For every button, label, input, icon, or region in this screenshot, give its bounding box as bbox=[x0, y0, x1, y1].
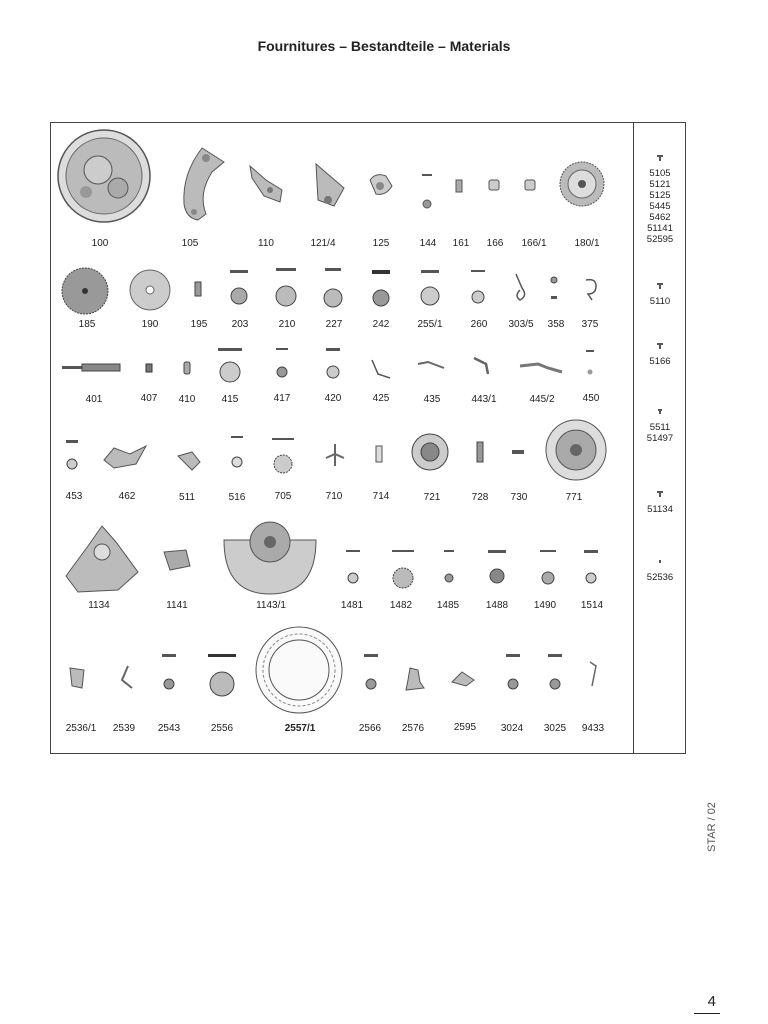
rotor-1143-icon bbox=[220, 520, 320, 596]
part-label: 1141 bbox=[166, 600, 188, 611]
screw-number: 5125 bbox=[649, 190, 671, 201]
part-label: 417 bbox=[273, 393, 291, 404]
document-code: STAR / 02 bbox=[706, 802, 718, 852]
sidebar-group bbox=[636, 154, 684, 245]
wheel-453-icon bbox=[64, 436, 80, 472]
wheel-705-icon bbox=[270, 430, 296, 476]
spring-425-icon bbox=[368, 356, 392, 382]
part-label: 2556 bbox=[210, 723, 234, 734]
screw-number: 5110 bbox=[649, 296, 671, 307]
balance-771-icon bbox=[544, 418, 608, 482]
part-label: 1490 bbox=[533, 600, 557, 611]
part-label: 445/2 bbox=[529, 394, 555, 405]
gear-180-icon bbox=[558, 160, 606, 208]
spring-9433-icon bbox=[584, 658, 602, 690]
screw-number: 5166 bbox=[649, 356, 671, 367]
bridge-121-icon bbox=[310, 160, 350, 210]
wheel-242-icon bbox=[370, 266, 392, 308]
part-label: 210 bbox=[278, 319, 296, 330]
part-label: 255/1 bbox=[417, 319, 443, 330]
part-2576-icon bbox=[402, 664, 426, 694]
part-label: 144 bbox=[419, 238, 437, 249]
sidebar-group bbox=[636, 342, 684, 367]
part-label: 450 bbox=[582, 393, 600, 404]
screw-icon bbox=[656, 282, 664, 290]
wheel-1485-icon bbox=[442, 548, 456, 586]
spring-375-icon bbox=[582, 276, 600, 302]
part-166-icon bbox=[488, 178, 500, 192]
part-label: 190 bbox=[141, 319, 159, 330]
part-label: 375 bbox=[581, 319, 599, 330]
part-125-icon bbox=[366, 170, 396, 200]
part-714-icon bbox=[374, 444, 384, 464]
part-label: 9433 bbox=[581, 723, 605, 734]
part-label: 516 bbox=[228, 492, 246, 503]
wheel-2543-icon bbox=[160, 650, 178, 690]
part-label: 1482 bbox=[389, 600, 413, 611]
wheel-2566-icon bbox=[362, 650, 380, 690]
part-label: 260 bbox=[470, 319, 488, 330]
screw-number: 5121 bbox=[649, 179, 671, 190]
gear-185-icon bbox=[60, 266, 110, 316]
part-label: 721 bbox=[423, 492, 441, 503]
part-label: 462 bbox=[118, 491, 136, 502]
wheel-1488-icon bbox=[486, 546, 508, 588]
screw-number: 5445 bbox=[649, 201, 671, 212]
screw-number: 52536 bbox=[646, 572, 674, 583]
part-label: 161 bbox=[452, 238, 470, 249]
wheel-420-icon bbox=[324, 346, 342, 380]
part-label: 1143/1 bbox=[256, 600, 286, 611]
spring-303-icon bbox=[510, 272, 532, 306]
screw-icon bbox=[656, 490, 664, 498]
bridge-105-icon bbox=[172, 144, 230, 226]
part-label: 105 bbox=[181, 238, 199, 249]
part-label: 1485 bbox=[436, 600, 460, 611]
part-label: 401 bbox=[85, 394, 103, 405]
part-label: 3025 bbox=[543, 723, 567, 734]
part-label: 511 bbox=[179, 492, 195, 503]
part-2536-icon bbox=[66, 664, 88, 692]
part-166-1-icon bbox=[524, 178, 536, 192]
wheel-203-icon bbox=[228, 266, 250, 308]
part-label: 166 bbox=[486, 238, 504, 249]
screw-number: 52595 bbox=[646, 234, 674, 245]
part-label: 714 bbox=[372, 491, 390, 502]
stem-401-icon bbox=[60, 362, 124, 374]
screw-icon bbox=[656, 342, 664, 350]
wheel-3024-icon bbox=[504, 650, 522, 692]
part-label: 203 bbox=[231, 319, 249, 330]
wheel-1481-icon bbox=[344, 548, 362, 588]
screw-number: 5105 bbox=[649, 168, 671, 179]
page-number-underline bbox=[694, 1013, 720, 1014]
screw-144-icon bbox=[420, 168, 434, 212]
part-label: 195 bbox=[190, 319, 208, 330]
part-label: 435 bbox=[423, 394, 441, 405]
part-label: 303/5 bbox=[508, 319, 534, 330]
part-label: 1481 bbox=[340, 600, 364, 611]
part-label: 2595 bbox=[453, 722, 477, 733]
part-label: 415 bbox=[221, 394, 239, 405]
spring-2539-icon bbox=[114, 664, 136, 692]
part-450-icon bbox=[584, 348, 596, 380]
part-label: 1134 bbox=[88, 600, 110, 611]
lever-443-icon bbox=[470, 354, 494, 378]
part-415-icon bbox=[216, 346, 244, 384]
screw-icon bbox=[656, 408, 664, 416]
lever-435-icon bbox=[416, 358, 446, 372]
part-161-icon bbox=[454, 178, 464, 194]
part-label: 443/1 bbox=[471, 394, 497, 405]
lever-445-icon bbox=[518, 358, 564, 376]
part-label: 2543 bbox=[157, 723, 181, 734]
part-label: 227 bbox=[325, 319, 343, 330]
bridge-1134-icon bbox=[58, 516, 144, 596]
wheel-417-icon bbox=[274, 346, 290, 380]
part-label: 730 bbox=[510, 492, 528, 503]
wheel-516-icon bbox=[228, 434, 246, 470]
wheel-227-icon bbox=[322, 266, 344, 310]
wheel-2556-icon bbox=[206, 650, 238, 698]
part-label: 121/4 bbox=[310, 238, 336, 249]
part-710-icon bbox=[322, 440, 348, 470]
part-410-icon bbox=[182, 360, 192, 376]
part-label: 2557/1 bbox=[284, 723, 316, 734]
screw-358-icon bbox=[548, 274, 560, 304]
wheel-1514-icon bbox=[582, 548, 600, 588]
part-label: 100 bbox=[91, 238, 109, 249]
part-label: 771 bbox=[565, 492, 583, 503]
screw-icon bbox=[656, 154, 664, 162]
part-label: 3024 bbox=[500, 723, 524, 734]
part-label: 407 bbox=[140, 393, 158, 404]
disc-190-icon bbox=[128, 268, 172, 312]
screw-icon bbox=[656, 558, 664, 566]
part-label: 358 bbox=[547, 319, 565, 330]
wheel-260-icon bbox=[468, 266, 488, 308]
part-label: 242 bbox=[372, 319, 390, 330]
wheel-3025-icon bbox=[546, 650, 564, 692]
sidebar-divider bbox=[633, 122, 634, 754]
part-label: 425 bbox=[372, 393, 390, 404]
part-195-icon bbox=[192, 280, 204, 298]
part-label: 2539 bbox=[112, 723, 136, 734]
part-label: 1514 bbox=[580, 600, 604, 611]
screw-number: 51497 bbox=[646, 433, 674, 444]
part-label: 728 bbox=[471, 492, 489, 503]
wheel-1490-icon bbox=[538, 548, 558, 588]
part-label: 125 bbox=[372, 238, 390, 249]
part-label: 453 bbox=[65, 491, 83, 502]
part-label: 1488 bbox=[485, 600, 509, 611]
sidebar-group bbox=[636, 558, 684, 583]
part-label: 110 bbox=[258, 238, 274, 249]
part-730-icon bbox=[510, 448, 526, 458]
part-label: 2566 bbox=[358, 723, 382, 734]
part-label: 185 bbox=[78, 319, 96, 330]
sidebar-group bbox=[636, 408, 684, 444]
movement-plate-icon bbox=[56, 128, 152, 224]
part-label: 166/1 bbox=[521, 238, 547, 249]
part-label: 2536/1 bbox=[65, 723, 97, 734]
page-title: Fournitures – Bestandteile – Materials bbox=[257, 38, 511, 54]
sidebar-group bbox=[636, 282, 684, 307]
screw-number: 5511 bbox=[649, 422, 671, 433]
part-728-icon bbox=[474, 440, 486, 464]
bridge-110-icon bbox=[246, 160, 286, 206]
lever-2595-icon bbox=[448, 668, 478, 688]
screw-number: 5462 bbox=[649, 212, 671, 223]
part-label: 710 bbox=[325, 491, 343, 502]
page-number: 4 bbox=[707, 993, 716, 1010]
wheel-1482-icon bbox=[390, 548, 416, 590]
part-label: 180/1 bbox=[574, 238, 600, 249]
part-label: 410 bbox=[178, 394, 196, 405]
balance-721-icon bbox=[410, 432, 450, 472]
part-label: 705 bbox=[274, 491, 292, 502]
part-label: 2576 bbox=[401, 723, 425, 734]
screw-number: 51141 bbox=[647, 223, 673, 234]
part-407-icon bbox=[144, 362, 154, 374]
part-label: 420 bbox=[324, 393, 342, 404]
lever-511-icon bbox=[174, 448, 204, 474]
wheel-210-icon bbox=[274, 264, 298, 310]
date-disc-2557-icon bbox=[254, 624, 344, 716]
wheel-255-icon bbox=[418, 266, 442, 308]
screw-number: 51134 bbox=[647, 504, 673, 515]
part-1141-icon bbox=[160, 546, 194, 574]
sidebar-group bbox=[636, 490, 684, 515]
lever-462-icon bbox=[100, 442, 150, 472]
